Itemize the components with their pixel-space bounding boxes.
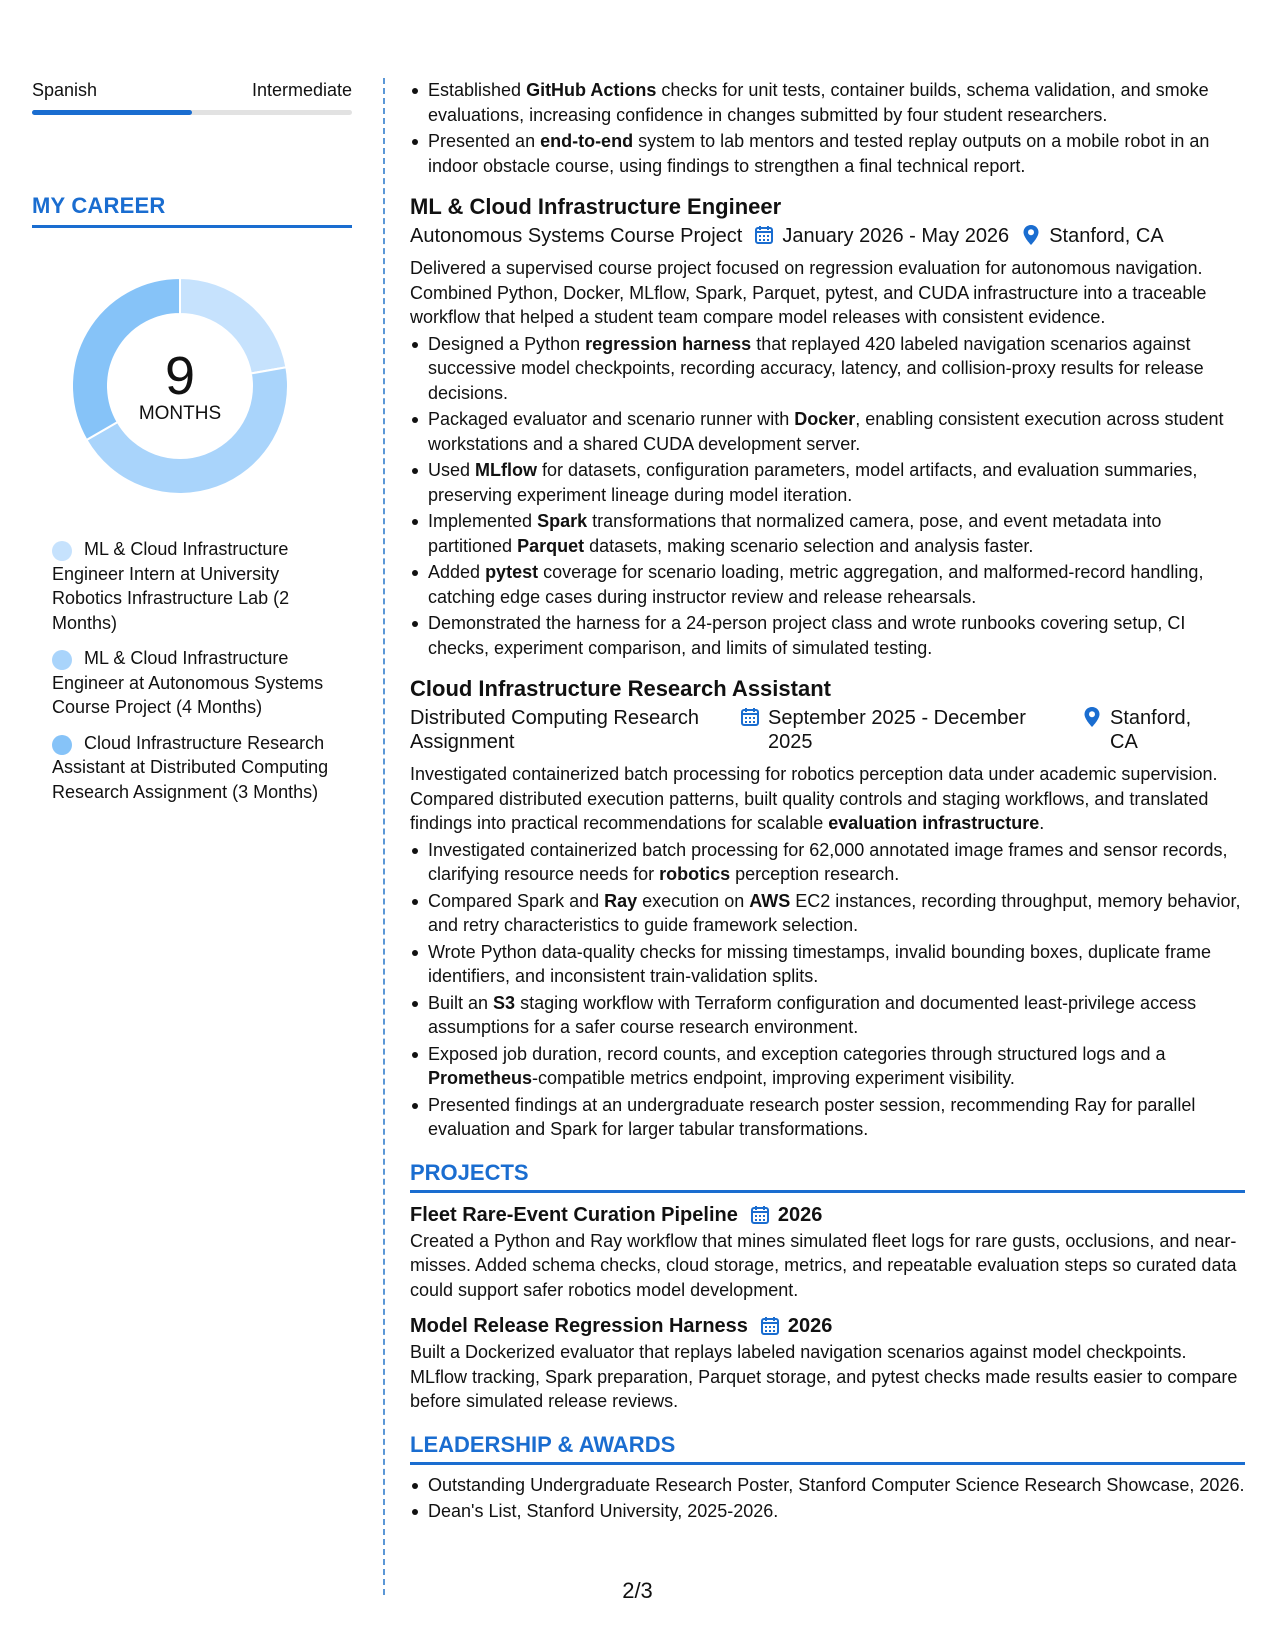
bullet-item xyxy=(428,560,1245,609)
text-run: for datasets, configuration parameters, model artifacts, and evaluation summaries, preserving experiment lineage during model iteration. xyxy=(428,460,1198,505)
text-run: Used xyxy=(428,460,476,480)
map-pin-icon xyxy=(1021,224,1041,246)
bold-keyword: Docker xyxy=(794,409,856,429)
bold-keyword: MLflow xyxy=(475,460,538,480)
text-run: Presented an xyxy=(428,131,541,151)
text-run: perception research. xyxy=(730,864,900,884)
bold-keyword: Parquet xyxy=(517,535,585,556)
career-legend-item xyxy=(52,537,342,635)
text-run: Investigated containerized batch processing for robotics perception data under academic supervision. Compared distributed execution patterns, built quality controls and staging workflows, and translated findings into practical recommendations for scalable xyxy=(410,764,1218,833)
language-level: Intermediate xyxy=(251,80,352,100)
project-description: Built a Dockerized evaluator that replays labeled navigation scenarios against model checkpoints. MLflow tracking, Spark preparation, Parquet storage, and pytest checks made results easier to compare before simulated release reviews. xyxy=(410,1342,1238,1411)
bullet-item xyxy=(428,1042,1245,1091)
text-run: staging workflow with Terraform configuration and documented least-privilege access assumptions for a safer course research environment. xyxy=(428,992,1197,1037)
career-heading-rule xyxy=(32,225,352,228)
bold-keyword: robotics xyxy=(659,864,731,884)
career-heading: MY CAREER xyxy=(32,193,166,218)
project-entry xyxy=(410,1312,1245,1414)
sidebar xyxy=(32,78,352,815)
job-meta xyxy=(410,706,1245,754)
bullet-item xyxy=(428,458,1245,507)
leadership-heading: LEADERSHIP & AWARDS xyxy=(410,1431,676,1457)
award-item: Dean's List, Stanford University, 2025-2026. xyxy=(428,1499,1245,1524)
main-column xyxy=(410,78,1245,1526)
career-legend-dot xyxy=(52,541,72,561)
project-title-row xyxy=(410,1312,1245,1340)
bold-keyword: Spark xyxy=(537,511,588,531)
job-bullets xyxy=(410,332,1245,661)
job-title: ML & Cloud Infrastructure Engineer xyxy=(410,194,782,219)
text-run: Implemented xyxy=(428,511,538,531)
bullet-item xyxy=(428,509,1245,558)
project-entry xyxy=(410,1201,1245,1303)
bullet-item xyxy=(428,838,1245,887)
bullet-item xyxy=(428,78,1245,127)
text-run: checks for unit tests, container builds, schema validation, and smoke evaluations, increasing confidence in changes submitted by four student researchers. xyxy=(428,80,1209,125)
project-title-row xyxy=(410,1201,1245,1229)
text-run: Packaged evaluator and scenario runner with xyxy=(428,409,795,429)
donut-total-value: 9 xyxy=(164,346,196,406)
column-divider xyxy=(383,78,385,1595)
text-run: Wrote Python data-quality checks for missing timestamps, invalid bounding boxes, duplicate frame identifiers, and inconsistent train-validation splits. xyxy=(428,941,1212,986)
text-run: Investigated containerized batch processing for 62,000 annotated image frames and sensor records, clarifying resource needs for xyxy=(428,839,1228,884)
job-entry xyxy=(410,674,1245,1142)
previous-job-bullets xyxy=(410,78,1245,178)
leadership-heading-rule xyxy=(410,1462,1245,1465)
text-run: Compared Spark and xyxy=(428,890,605,911)
career-legend-item xyxy=(52,646,342,720)
bullet-item xyxy=(428,1093,1245,1142)
text-run: Designed a Python xyxy=(428,333,586,354)
calendar-icon xyxy=(750,1204,770,1226)
job-entry xyxy=(410,192,1245,660)
text-run: Delivered a supervised course project focused on regression evaluation for autonomous navigation. Combined Python, Docker, MLflow, Spark, Parquet, pytest, and CUDA infrastructure into a traceable workflow that helped a student team compare model releases with consistent evidence. xyxy=(410,258,1207,327)
bold-keyword: Ray xyxy=(604,890,638,911)
text-run: . xyxy=(1039,813,1045,833)
text-run: that replayed 420 labeled navigation scenarios against successive model checkpoints, recording accuracy, latency, and collision-proxy results for release decisions. xyxy=(428,333,1204,403)
project-title: Fleet Rare-Event Curation Pipeline xyxy=(410,1203,738,1226)
text-run: Built an xyxy=(428,992,494,1013)
text-run: Demonstrated the harness for a 24-person project class and wrote runbooks covering setup, CI checks, experiment comparison, and limits of simulated testing. xyxy=(428,613,1186,658)
donut-center xyxy=(65,271,295,501)
text-run: system to lab mentors and tested replay outputs on a mobile robot in an indoor obstacle course, using findings to strengthen a final technical report. xyxy=(428,131,1210,176)
bold-keyword: pytest xyxy=(485,562,539,582)
bullet-item xyxy=(428,332,1245,406)
project-year xyxy=(750,1201,823,1229)
award-item: Outstanding Undergraduate Research Poster, Stanford Computer Science Research Showcase, 2026. xyxy=(428,1473,1245,1498)
text-run: Exposed job duration, record counts, and exception categories through structured logs and a xyxy=(428,1043,1166,1064)
project-title: Model Release Regression Harness xyxy=(410,1315,748,1337)
text-run: coverage for scenario loading, metric aggregation, and malformed-record handling, catching edge cases during instructor review and release rehearsals. xyxy=(428,562,1204,607)
career-donut-chart xyxy=(65,271,295,501)
job-organization: Autonomous Systems Course Project xyxy=(410,225,743,247)
career-legend xyxy=(52,537,342,804)
job-summary xyxy=(410,256,1245,330)
career-legend-dot xyxy=(52,650,72,670)
text-run: datasets, making scenario selection and analysis faster. xyxy=(584,535,1034,556)
job-summary xyxy=(410,762,1245,836)
career-legend-label: ML & Cloud Infrastructure Engineer at Autonomous Systems Course Project (4 Months) xyxy=(52,648,324,717)
bullet-item xyxy=(428,129,1245,178)
bold-keyword: end-to-end xyxy=(540,131,634,151)
bullet-item xyxy=(428,407,1245,456)
text-run: transformations that normalized camera, pose, and event metadata into partitioned xyxy=(428,511,1162,556)
job-bullets xyxy=(410,838,1245,1142)
job-location xyxy=(1082,706,1197,754)
bold-keyword: Prometheus xyxy=(428,1068,533,1088)
bullet-item xyxy=(428,991,1245,1040)
job-location-text: Stanford, CA xyxy=(1110,707,1192,753)
bullet-item xyxy=(428,940,1245,989)
bold-keyword: evaluation infrastructure xyxy=(828,813,1040,833)
project-year-text: 2026 xyxy=(787,1315,833,1337)
job-meta xyxy=(410,224,1245,248)
calendar-icon xyxy=(740,706,760,728)
experience-list xyxy=(410,192,1245,1142)
language-proficiency-fill xyxy=(32,110,192,115)
job-dates xyxy=(740,706,1070,754)
text-run: Established xyxy=(428,80,527,100)
bold-keyword: regression harness xyxy=(585,333,752,354)
bold-keyword: AWS xyxy=(749,890,791,911)
language-row xyxy=(32,78,352,102)
career-legend-label: Cloud Infrastructure Research Assistant at Distributed Computing Research Assignment (3 Months) xyxy=(52,732,329,802)
leadership-list xyxy=(410,1473,1245,1524)
text-run: EC2 instances, recording throughput, memory behavior, and retry characteristics to guide framework selection. xyxy=(428,890,1241,935)
job-dates-text: September 2025 - December 2025 xyxy=(768,707,1026,753)
bold-keyword: GitHub Actions xyxy=(526,80,657,100)
bold-keyword: S3 xyxy=(493,992,516,1013)
text-run: -compatible metrics endpoint, improving experiment visibility. xyxy=(532,1068,1015,1088)
career-legend-label: ML & Cloud Infrastructure Engineer Intern at University Robotics Infrastructure Lab (2 Months) xyxy=(52,539,290,633)
career-legend-item xyxy=(52,731,342,805)
bullet-item xyxy=(428,889,1245,938)
project-description: Created a Python and Ray workflow that mines simulated fleet logs for rare gusts, occlusions, and near-misses. Added schema checks, cloud storage, metrics, and repeatable evaluation steps so curated data could support safer robotics model development. xyxy=(410,1230,1237,1300)
text-run: execution on xyxy=(637,890,750,911)
project-year xyxy=(760,1312,833,1340)
job-location-text: Stanford, CA xyxy=(1049,225,1164,247)
job-dates-text: January 2026 - May 2026 xyxy=(782,225,1010,247)
text-run: Added xyxy=(428,562,486,582)
bullet-item xyxy=(428,611,1245,660)
job-dates xyxy=(754,224,1009,248)
language-name: Spanish xyxy=(32,80,98,100)
donut-total-unit: MONTHS xyxy=(138,403,222,424)
projects-list xyxy=(410,1201,1245,1414)
text-run: Presented findings at an undergraduate research poster session, recommending Ray for parallel evaluation and Spark for larger tabular transformations. xyxy=(428,1094,1196,1139)
map-pin-icon xyxy=(1082,706,1102,728)
page-number: 2/3 xyxy=(622,1578,653,1603)
text-run: , enabling consistent execution across student workstations and a shared CUDA development server. xyxy=(428,409,1224,454)
job-location xyxy=(1021,224,1164,248)
projects-heading-rule xyxy=(410,1190,1245,1193)
projects-heading: PROJECTS xyxy=(410,1159,529,1185)
language-proficiency-bar xyxy=(32,110,352,115)
job-title: Cloud Infrastructure Research Assistant xyxy=(410,676,831,701)
project-year-text: 2026 xyxy=(777,1203,823,1226)
calendar-icon xyxy=(754,224,774,246)
calendar-icon xyxy=(760,1315,780,1337)
job-organization: Distributed Computing Research Assignment xyxy=(410,707,700,753)
career-legend-dot xyxy=(52,735,72,755)
